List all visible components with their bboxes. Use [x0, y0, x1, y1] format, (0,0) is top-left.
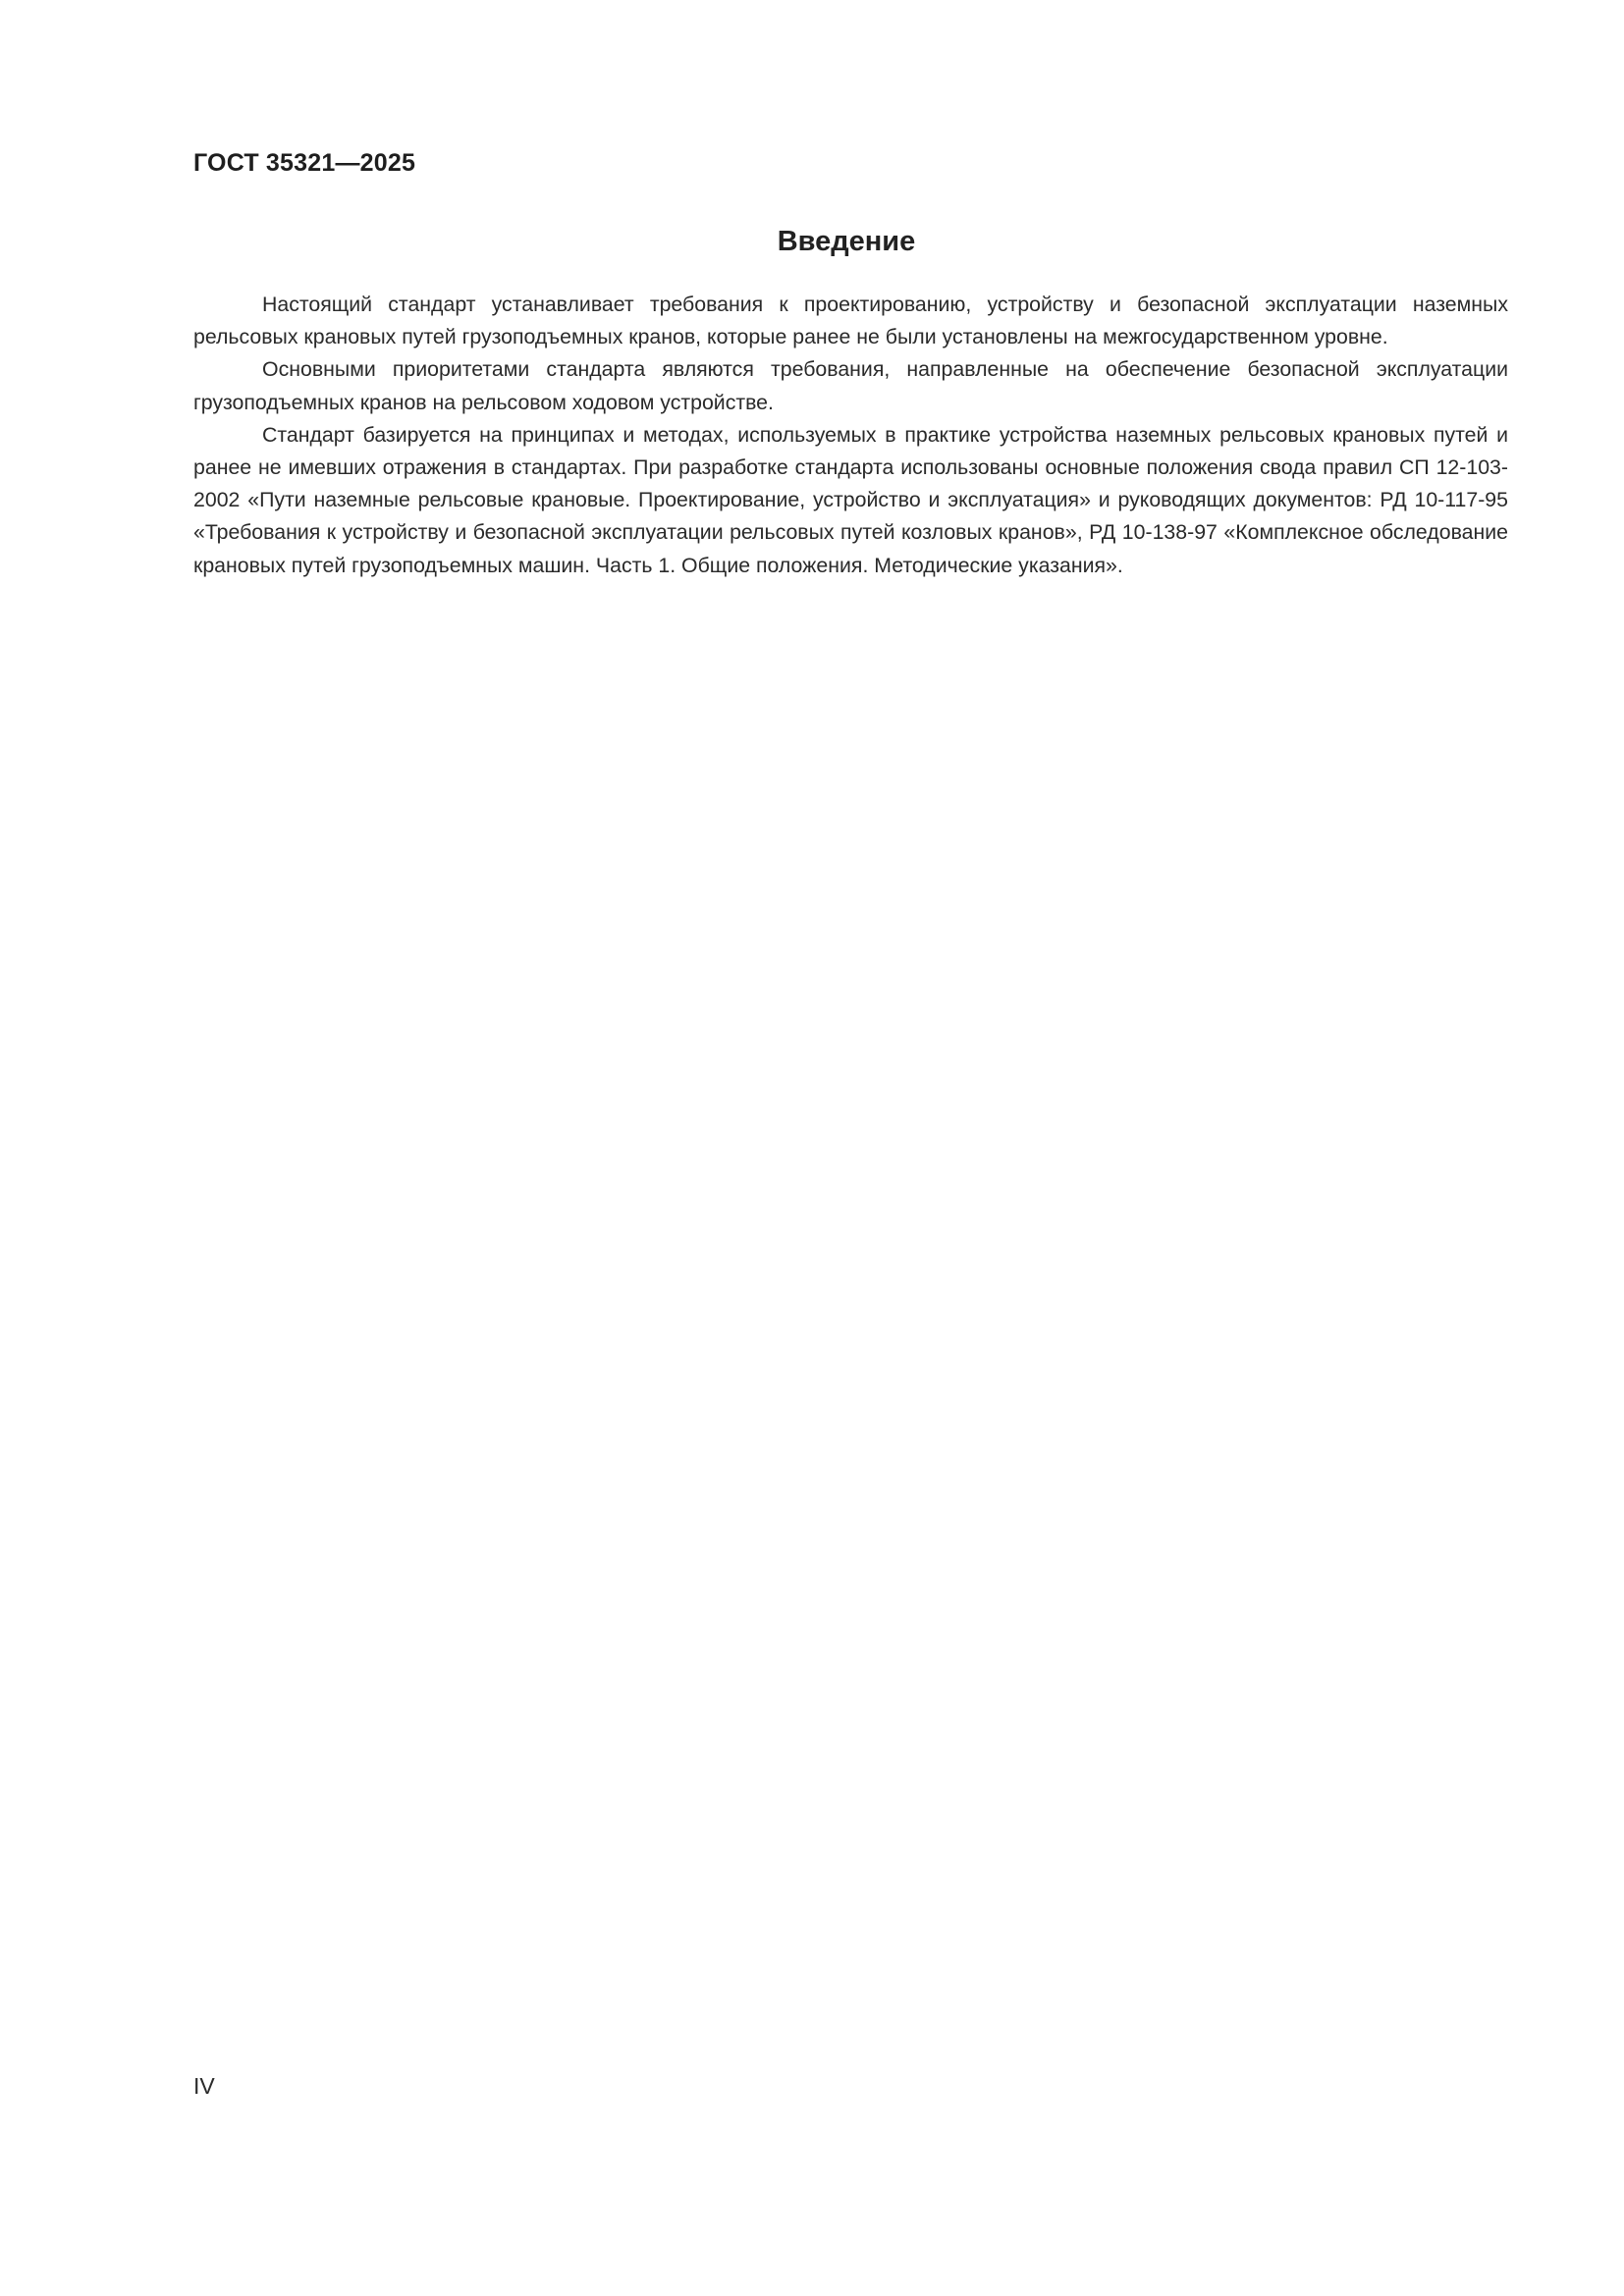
section-title: Введение: [777, 226, 916, 257]
paragraph: Основными приоритетами стандарта являются требования, направленные на обеспечение безопасной эксплуатации грузоподъемных кранов на рельсовом ходовом устройстве.: [193, 357, 1508, 414]
section-body: [193, 289, 1508, 582]
document-code: ГОСТ 35321—2025: [193, 149, 416, 177]
page-number: IV: [193, 2073, 215, 2099]
paragraph: Стандарт базируется на принципах и методах, используемых в практике устройства наземных рельсовых крановых путей и ранее не имевших отражения в стандартах. При разработке стандарта использованы основные положения свода правил СП 12-103-2002 «Пути наземные рельсовые крановые. Проектирование, устройство и эксплуатация» и руководящих документов: РД 10-117-95 «Требования к устройству и безопасной эксплуатации рельсовых путей козловых кранов», РД 10-138-97 «Комплексное обследование крановых путей грузоподъемных машин. Часть 1. Общие положения. Методические указания».: [193, 422, 1508, 577]
paragraph: Настоящий стандарт устанавливает требования к проектированию, устройству и безопасной эксплуатации наземных рельсовых крановых путей грузоподъемных кранов, которые ранее не были установлены на межгосударственном уровне.: [193, 293, 1508, 349]
